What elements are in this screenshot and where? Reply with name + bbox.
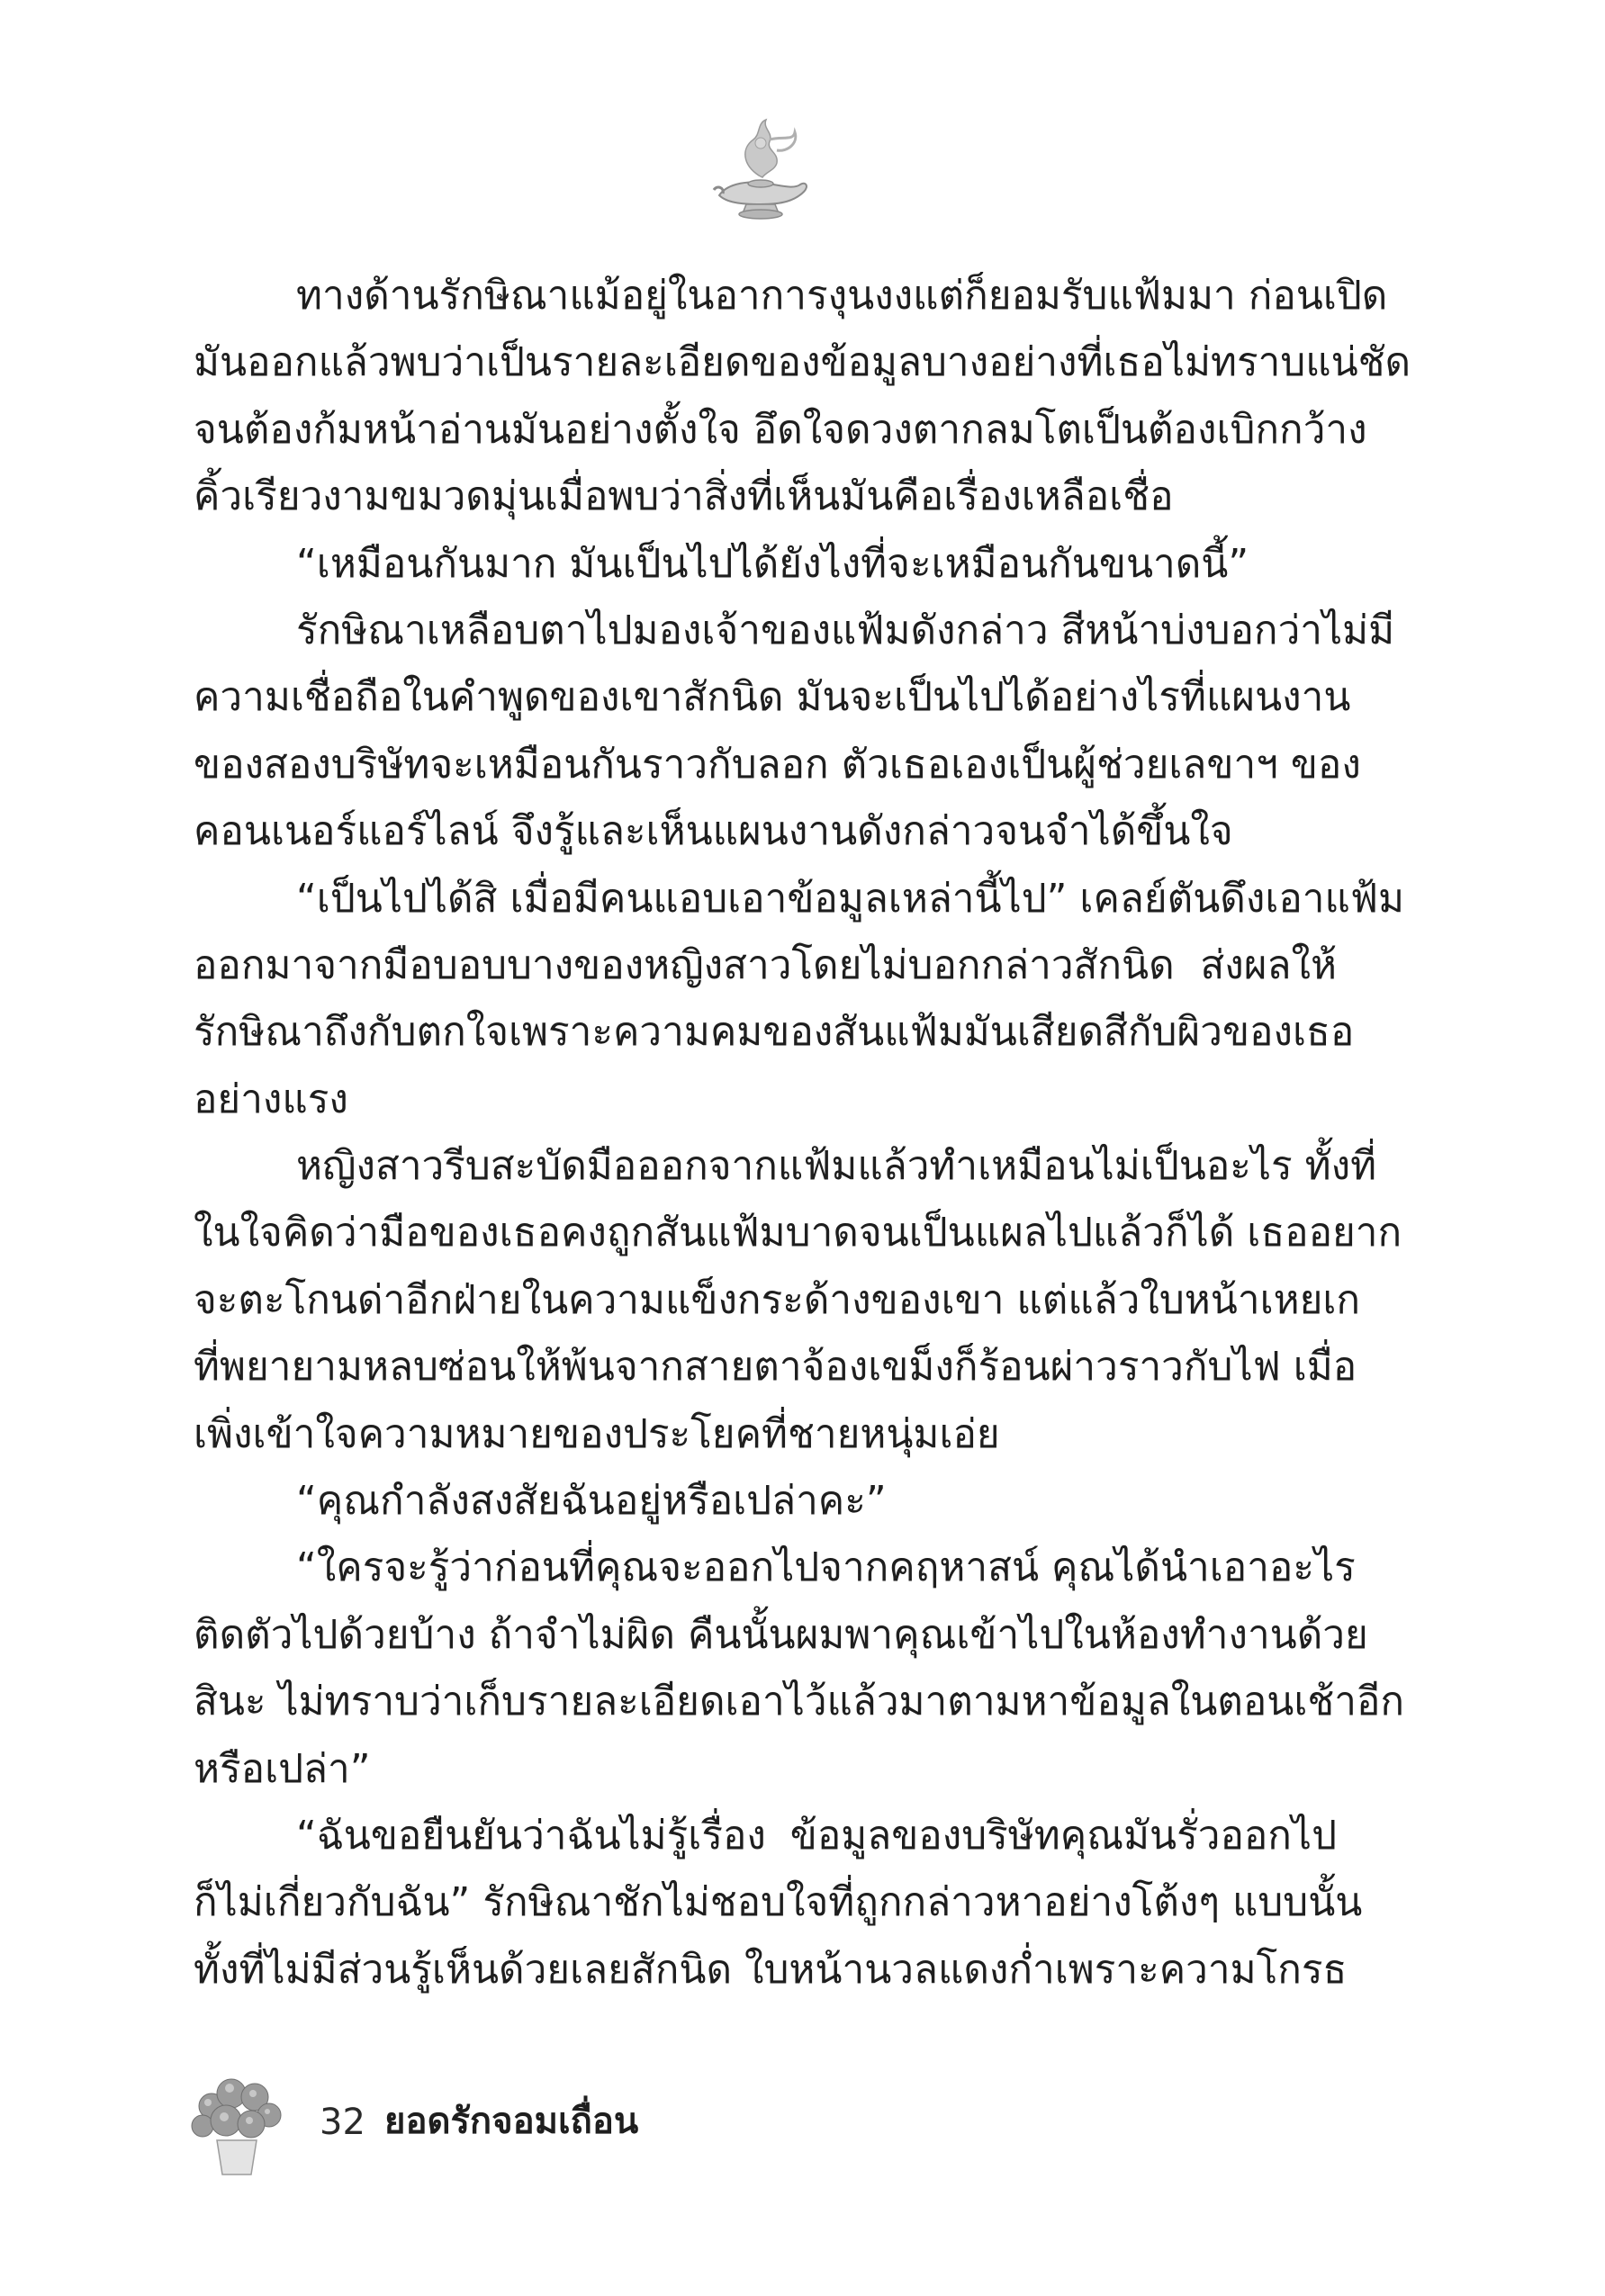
page-number: 32	[320, 2102, 365, 2143]
paragraph-line: คอนเนอร์แอร์ไลน์ จึงรู้และเห็นแผนงานดังกล่าวจนจำได้ขึ้นใจ	[194, 808, 1233, 855]
paragraph-line: อย่างแรง	[194, 1076, 348, 1122]
paragraph-line: ที่พยายามหลบซ่อนให้พ้นจากสายตาจ้องเขม็งก็ร้อนผ่าวราวกับไฟ เมื่อ	[194, 1344, 1357, 1391]
paragraph-line: “ใครจะรู้ว่าก่อนที่คุณจะออกไปจากคฤหาสน์ คุณได้นำเอาอะไร	[296, 1544, 1356, 1591]
paragraph-line: ความเชื่อถือในคำพูดของเขาสักนิด มันจะเป็นไปได้อย่างไรที่แผนงาน	[194, 674, 1351, 721]
magic-lamp-icon	[707, 113, 815, 225]
paragraph-line: หรือเปล่า”	[194, 1745, 371, 1792]
paragraph-line: ติดตัวไปด้วยบ้าง ถ้าจำไม่ผิด คืนนั้นผมพาคุณเข้าไปในห้องทำงานด้วย	[194, 1611, 1368, 1658]
paragraph-line: ของสองบริษัทจะเหมือนกันราวกับลอก ตัวเธอเองเป็นผู้ช่วยเลขาฯ ของ	[194, 741, 1361, 788]
page-footer	[185, 2070, 725, 2178]
paragraph-line: สินะ ไม่ทราบว่าเก็บรายละเอียดเอาไว้แล้วมาตามหาข้อมูลในตอนเช้าอีก	[194, 1679, 1405, 1725]
paragraph-line: ทั้งที่ไม่มีส่วนรู้เห็นด้วยเลยสักนิด ใบหน้านวลแดงก่ำเพราะความโกรธ	[194, 1946, 1348, 1993]
paragraph-line: รักษิณาเหลือบตาไปมองเจ้าของแฟ้มดังกล่าว สีหน้าบ่งบอกว่าไม่มี	[296, 607, 1395, 653]
paragraph-line: รักษิณาถึงกับตกใจเพราะความคมของสันแฟ้มมันเสียดสีกับผิวของเธอ	[194, 1009, 1355, 1056]
paragraph-line: หญิงสาวรีบสะบัดมือออกจากแฟ้มแล้วทำเหมือนไม่เป็นอะไร ทั้งที่	[296, 1143, 1377, 1190]
flower-bouquet-icon	[185, 2070, 288, 2176]
paragraph-line: “ฉันขอยืนยันว่าฉันไม่รู้เรื่อง ข้อมูลของบริษัทคุณมันรั่วออกไป	[296, 1812, 1337, 1859]
book-title: ยอดรักจอมเถื่อน	[384, 2101, 639, 2142]
paragraph-line: มันออกแล้วพบว่าเป็นรายละเอียดของข้อมูลบางอย่างที่เธอไม่ทราบแน่ชัด	[194, 339, 1411, 386]
paragraph-line: ก็ไม่เกี่ยวกับฉัน” รักษิณาชักไม่ชอบใจที่ถูกกล่าวหาอย่างโต้งๆ แบบนั้น	[194, 1879, 1363, 1926]
body-text	[194, 263, 1411, 2003]
paragraph-line: คิ้วเรียวงามขมวดมุ่นเมื่อพบว่าสิ่งที่เห็นมันคือเรื่องเหลือเชื่อ	[194, 473, 1174, 520]
paragraph-line: “คุณกำลังสงสัยฉันอยู่หรือเปล่าคะ”	[296, 1478, 887, 1525]
paragraph-line: จนต้องก้มหน้าอ่านมันอย่างตั้งใจ อึดใจดวงตากลมโตเป็นต้องเบิกกว้าง	[194, 406, 1367, 453]
paragraph-line: ออกมาจากมือบอบบางของหญิงสาวโดยไม่บอกกล่าวสักนิด ส่งผลให้	[194, 941, 1337, 988]
paragraph-line: เพิ่งเข้าใจความหมายของประโยคที่ชายหนุ่มเอ่ย	[194, 1410, 1000, 1457]
paragraph-line: จะตะโกนด่าอีกฝ่ายในความแข็งกระด้างของเขา แต่แล้วใบหน้าเหยเก	[194, 1276, 1361, 1323]
paragraph-line: “เหมือนกันมาก มันเป็นไปได้ยังไงที่จะเหมือนกันขนาดนี้”	[296, 540, 1249, 587]
paragraph-line: ทางด้านรักษิณาแม้อยู่ในอาการงุนงงแต่ก็ยอมรับแฟ้มมา ก่อนเปิด	[296, 273, 1388, 319]
paragraph-line: “เป็นไปได้สิ เมื่อมีคนแอบเอาข้อมูลเหล่านี้ไป” เคลย์ตันดึงเอาแฟ้ม	[296, 875, 1405, 922]
paragraph-line: ในใจคิดว่ามือของเธอคงถูกสันแฟ้มบาดจนเป็นแผลไปแล้วก็ได้ เธออยาก	[194, 1210, 1402, 1256]
